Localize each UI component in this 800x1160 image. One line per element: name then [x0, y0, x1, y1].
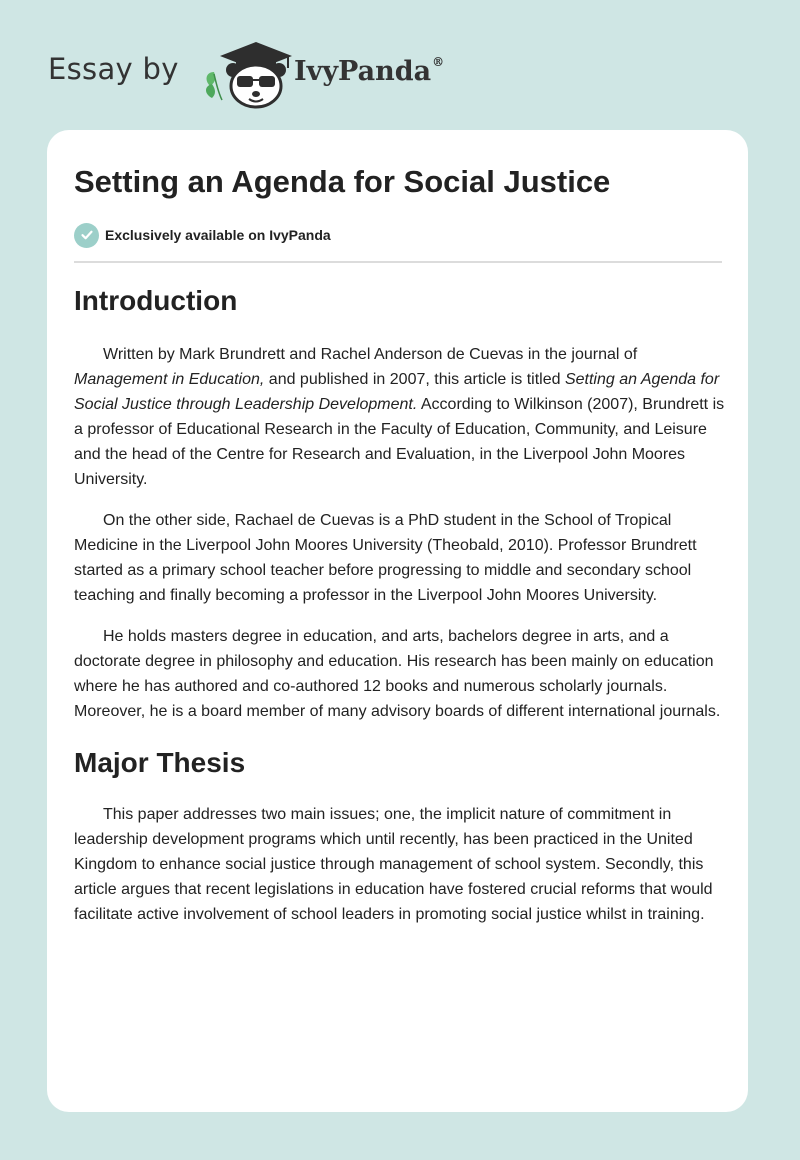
article-body [74, 280, 726, 943]
ivypanda-logo-icon [200, 34, 296, 110]
text-run: On the other side, Rachael de Cuevas is a PhD student in the School of Tropical Medicine in the Liverpool John Moores University (Theobald, 2010). Professor Brundrett started as a primary school teacher before progressing to middle and secondary school teaching and finally becoming a professor in the Liverpool John Moores University. [74, 512, 697, 604]
paragraph [74, 342, 726, 492]
paragraph [74, 508, 726, 608]
text-run: and published in 2007, this article is titled [264, 371, 565, 388]
paragraph [74, 802, 726, 927]
check-icon [74, 223, 99, 248]
essay-by-label: Essay by [48, 52, 179, 86]
italic-text: Management in Education, [74, 371, 265, 388]
badge-text: Exclusively available on IvyPanda [105, 227, 331, 243]
text-run: According to Wilkinson (2007), Brundrett is a professor of Educational Research in the Faculty of Education, Community, and Leisure and the head of the Centre for Research and Evaluation, in the Liverpool John Moores University. [74, 396, 725, 488]
text-run: This paper addresses two main issues; one, the implicit nature of commitment in leadership development programs which until recently, has been practiced in the United Kingdom to enhance social justice through management of school system. Secondly, this article argues that recent legislations in education have fostered crucial reforms that would facilitate active involvement of school leaders in promoting social justice whilst in training. [74, 806, 713, 923]
essay-card [47, 130, 748, 1112]
text-run: He holds masters degree in education, and arts, bachelors degree in arts, and a doctorate degree in philosophy and education. His research has been mainly on education where he has authored and co-authored 12 books and numerous scholarly journals. Moreover, he is a board member of many advisory boards of different international journals. [74, 628, 721, 720]
italic-text: Setting an Agenda for Social Justice through Leadership Development. [74, 371, 720, 413]
text-run: Written by Mark Brundrett and Rachel Anderson de Cuevas in the journal of [103, 346, 638, 363]
page-title: Setting an Agenda for Social Justice [74, 164, 611, 199]
brand-name[interactable]: IvyPanda® [294, 55, 445, 87]
section-heading-major-thesis: Major Thesis [74, 747, 246, 778]
site-header [48, 30, 468, 110]
divider [74, 261, 722, 263]
paragraph [74, 624, 726, 724]
exclusive-badge [74, 222, 331, 248]
section-heading-introduction: Introduction [74, 285, 238, 316]
